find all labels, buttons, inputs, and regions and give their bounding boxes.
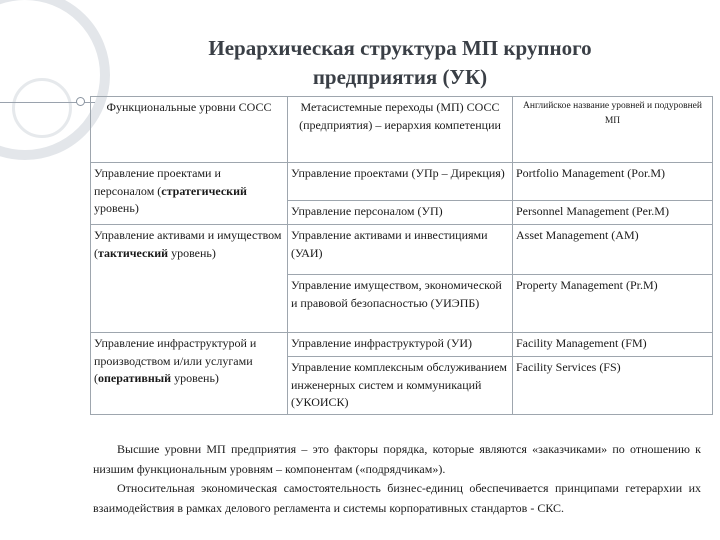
level-operational: оперативный <box>98 371 172 385</box>
sublevel-ru: Управление комплексным обслуживанием инженерных систем и коммуникаций (УКОИСК) <box>288 357 513 415</box>
sublevel-ru: Управление проектами (УПр – Дирекция) <box>288 163 513 201</box>
sublevel-en: Facility Management (FM) <box>513 333 713 357</box>
hierarchy-table <box>90 96 713 415</box>
sublevel-ru: Управление инфраструктурой (УИ) <box>288 333 513 357</box>
sublevel-en: Asset Management (AM) <box>513 225 713 275</box>
operational-level-cell: Управление инфраструктурой и производством и/или услугами (оперативный уровень) <box>91 333 288 415</box>
sublevel-ru: Управление имуществом, экономической и правовой безопасностью (УИЭПБ) <box>288 275 513 333</box>
table-row <box>91 333 713 357</box>
title-line-2: предприятия (УК) <box>312 65 488 89</box>
level-tactical: тактический <box>98 245 169 260</box>
strategic-level-cell: Управление проектами и персоналом (стратегический уровень) <box>91 163 288 225</box>
title-line-1: Иерархическая структура МП крупного <box>208 36 592 60</box>
paragraph-heterarchy: Относительная экономическая самостоятельность бизнес-единиц обеспечивается принципами гетерархии их взаимодействия в рамках делового регламента и системы корпоративных стандартов - СКС. <box>93 481 701 515</box>
sublevel-ru: Управление персоналом (УП) <box>288 201 513 225</box>
sublevel-en: Personnel Management (Per.M) <box>513 201 713 225</box>
paragraph-customers: Высшие уровни МП предприятия – это факторы порядка, которые являются «заказчиками» по отношению к низшим функциональным уровням – компонентам («подрядчикам»). <box>93 442 701 476</box>
sublevel-en: Facility Services (FS) <box>513 357 713 415</box>
table-row <box>91 225 713 275</box>
header-metasystem-transitions: Метасистемные переходы (МП) СОСС (предприятия) – иерархия компетенции <box>288 97 513 163</box>
table-row <box>91 163 713 201</box>
bullet-circle-icon <box>76 97 85 106</box>
tactical-level-cell: Управление активами и имуществом (тактический уровень) <box>91 225 288 333</box>
table-header-row <box>91 97 713 163</box>
header-english-names: Английское название уровней и подуровней МП <box>513 97 713 163</box>
level-strategic: стратегический <box>161 183 247 198</box>
sublevel-en: Portfolio Management (Por.M) <box>513 163 713 201</box>
notes-text <box>93 440 701 518</box>
sublevel-ru: Управление активами и инвестициями (УАИ) <box>288 225 513 275</box>
slide-title <box>110 34 690 92</box>
decorative-ring-small <box>12 78 72 138</box>
header-functional-levels: Функциональные уровни СОСС <box>91 97 288 163</box>
sublevel-en: Property Management (Pr.M) <box>513 275 713 333</box>
